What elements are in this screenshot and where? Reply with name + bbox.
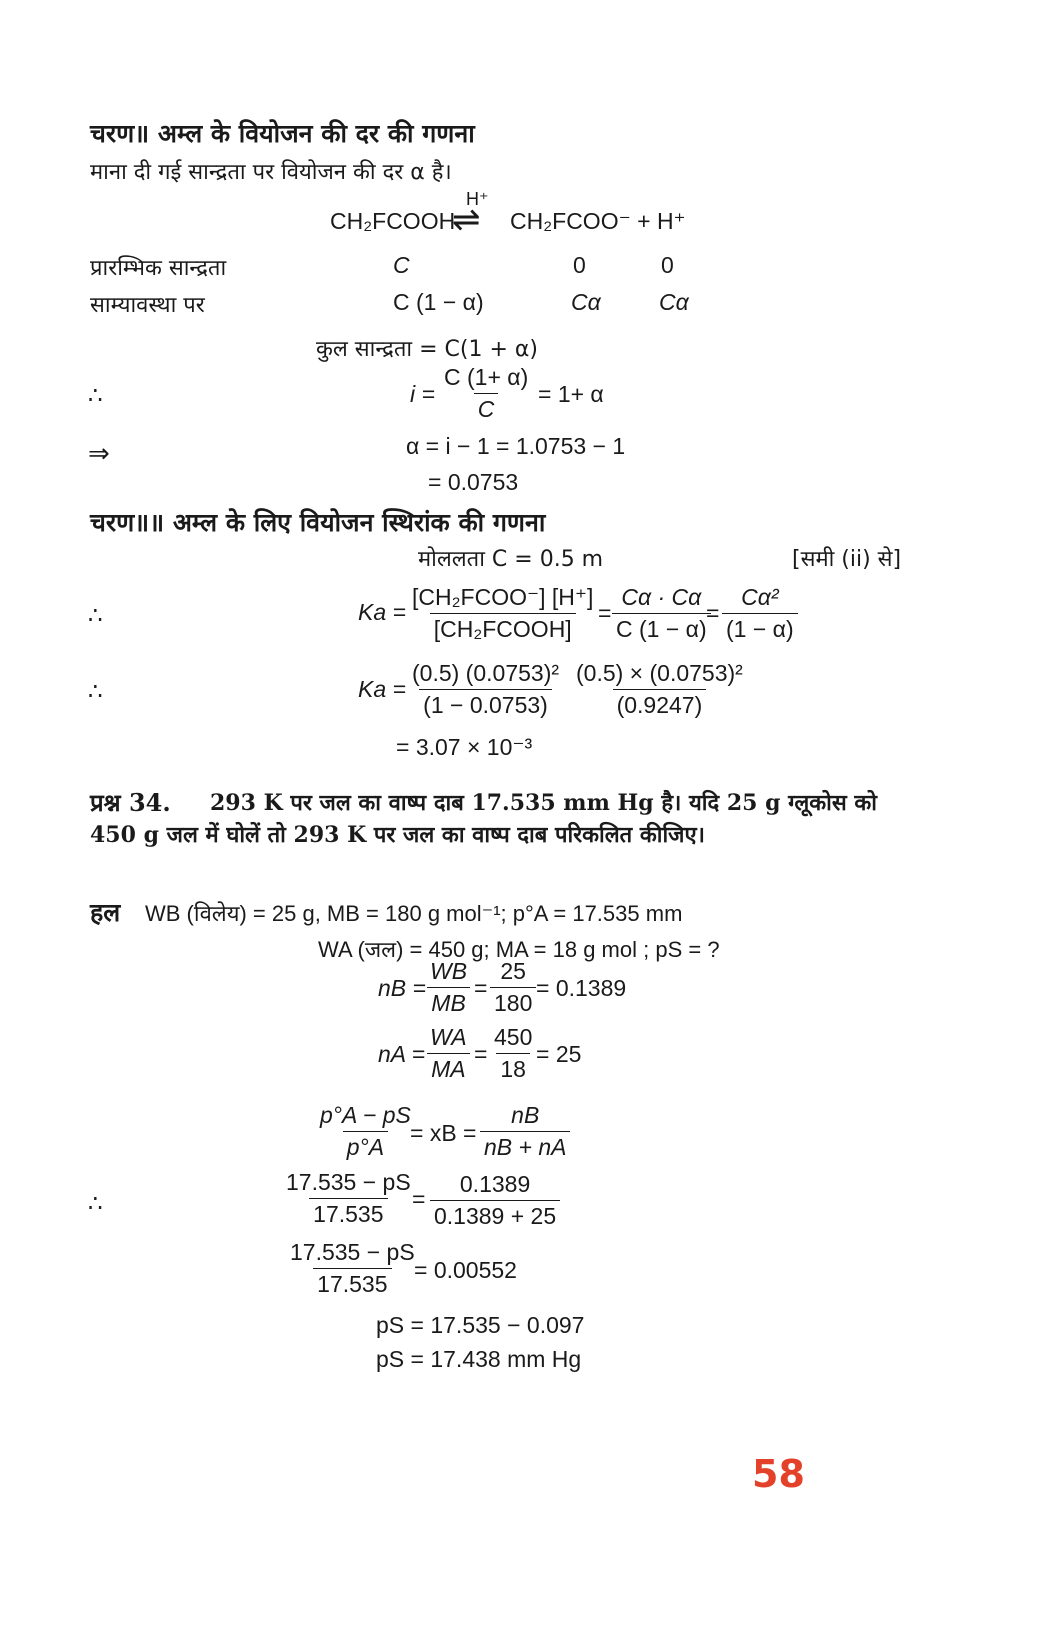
therefore-symbol-3: ∴ xyxy=(88,678,103,704)
equation-reference: [समी (ii) से] xyxy=(792,547,902,572)
sub-denominator-1: 17.535 xyxy=(309,1198,387,1228)
step2-intro: माना दी गई सान्द्रता पर वियोजन की दर α है। xyxy=(90,160,452,185)
ka2-fraction-1 xyxy=(408,660,563,719)
row-initial-c3: 0 xyxy=(661,252,674,278)
ka2-lhs: Ka = xyxy=(358,676,406,702)
question-line1: 293 K पर जल का वाष्प दाब 17.535 mm Hg है। यदि 25 g ग्लूकोस को xyxy=(210,790,877,816)
implies-symbol: ⇒ xyxy=(88,438,110,468)
row-equil-c3: Cα xyxy=(659,289,689,315)
nb-numerator-1: WB xyxy=(430,958,468,984)
na-lhs: nA = xyxy=(378,1041,426,1067)
sub-numerator-2: 0.1389 xyxy=(459,1171,531,1197)
ka-fraction-2 xyxy=(612,584,711,643)
nb-equals: = xyxy=(474,975,488,1001)
page-number: 58 xyxy=(752,1452,805,1496)
ka-denominator-2: C (1 − α) xyxy=(612,613,711,643)
nb-denominator-2: 180 xyxy=(490,987,536,1017)
ka2-denominator-2: (0.9247) xyxy=(613,689,707,719)
row-initial-label: प्रारम्भिक सान्द्रता xyxy=(90,256,227,281)
vant-hoff-rhs: = 1+ α xyxy=(538,381,604,407)
na-numerator-2: 450 xyxy=(494,1024,533,1050)
molality-line: मोललता C = 0.5 m xyxy=(418,547,604,572)
ka-lhs: Ka = xyxy=(358,599,406,625)
raoult-denominator-2: nB + nA xyxy=(480,1131,570,1161)
raoult-fraction-2 xyxy=(480,1102,570,1161)
nb-result: = 0.1389 xyxy=(536,975,627,1001)
raoult-numerator: p°A − pS xyxy=(320,1102,411,1128)
ka-result: = 3.07 × 10⁻³ xyxy=(396,734,533,760)
vant-hoff-fraction xyxy=(440,364,532,423)
ka-equals-1: = xyxy=(598,600,612,626)
row-initial-c2: 0 xyxy=(573,252,586,278)
question-line2: 450 g जल में घोलें तो 293 K पर जल का वाष्प दाब परिकलित कीजिए। xyxy=(90,822,705,848)
simp-fraction xyxy=(286,1239,419,1298)
ka-denominator-3: (1 − α) xyxy=(722,613,798,643)
ka-numerator-1: [CH₂FCOO⁻] [H⁺] xyxy=(412,584,594,610)
nb-denominator-1: MB xyxy=(427,987,470,1017)
equilibrium-arrow: ⇌ xyxy=(452,201,481,239)
question-label: प्रश्न 34. xyxy=(90,788,171,817)
ps-line2: pS = 17.438 mm Hg xyxy=(376,1346,582,1372)
therefore-symbol-2: ∴ xyxy=(88,602,103,628)
sub-denominator-2: 0.1389 + 25 xyxy=(430,1200,560,1230)
simp-denominator: 17.535 xyxy=(313,1268,391,1298)
sub-fraction-2 xyxy=(430,1171,560,1230)
total-concentration: कुल सान्द्रता = C(1 + α) xyxy=(316,337,538,362)
na-equals: = xyxy=(474,1041,488,1067)
given-line2: WA (जल) = 450 g; MA = 18 g mol ; pS = ? xyxy=(318,937,720,962)
solution-label: हल xyxy=(90,898,121,927)
ka-denominator-1: [CH₂FCOOH] xyxy=(430,613,576,643)
vant-hoff-denominator: C xyxy=(474,393,499,423)
nb-numerator-2: 25 xyxy=(500,958,526,984)
vant-hoff-numerator: C (1+ α) xyxy=(444,364,529,390)
row-initial-c1: C xyxy=(393,252,410,278)
step2-heading: चरण॥ अम्ल के वियोजन की दर की गणना xyxy=(90,119,475,148)
nb-lhs: nB = xyxy=(378,975,426,1001)
simp-result: = 0.00552 xyxy=(414,1257,517,1283)
reaction-left: CH₂FCOOH xyxy=(330,208,456,234)
raoult-denominator: p°A xyxy=(343,1131,388,1161)
ps-line1: pS = 17.535 − 0.097 xyxy=(376,1312,585,1338)
step3-heading: चरण॥॥ अम्ल के लिए वियोजन स्थिरांक की गणना xyxy=(90,508,546,537)
raoult-numerator-2: nB xyxy=(511,1102,540,1128)
alpha-line2: = 0.0753 xyxy=(428,469,519,495)
sub-fraction-1 xyxy=(282,1169,415,1228)
therefore-symbol-4: ∴ xyxy=(88,1190,103,1216)
nb-fraction-1 xyxy=(426,958,471,1017)
sub-equals: = xyxy=(412,1186,426,1212)
ka2-numerator-1: (0.5) (0.0753)² xyxy=(412,660,560,686)
na-fraction-1 xyxy=(426,1024,471,1083)
therefore-symbol: ∴ xyxy=(88,382,103,408)
ka-fraction-1 xyxy=(408,584,597,643)
ka2-fraction-2 xyxy=(572,660,747,719)
given-line1: WB (विलेय) = 25 g, MB = 180 g mol⁻¹; p°A = 17.535 mm xyxy=(145,901,683,926)
na-result: = 25 xyxy=(536,1041,582,1067)
vant-hoff-lhs: i = xyxy=(410,381,435,407)
na-fraction-2 xyxy=(490,1024,536,1083)
sub-numerator-1: 17.535 − pS xyxy=(286,1169,411,1195)
ka-numerator-2: Cα · Cα xyxy=(621,584,702,610)
raoult-middle: = xB = xyxy=(410,1120,477,1146)
na-numerator-1: WA xyxy=(430,1024,467,1050)
ka-fraction-3 xyxy=(722,584,798,643)
simp-numerator: 17.535 − pS xyxy=(290,1239,415,1265)
row-equil-c2: Cα xyxy=(571,289,601,315)
ka-numerator-3: Cα² xyxy=(741,584,779,610)
reaction-right: CH₂FCOO⁻ + H⁺ xyxy=(510,208,686,234)
row-equil-c1: C (1 − α) xyxy=(393,289,484,315)
nb-fraction-2 xyxy=(490,958,536,1017)
na-denominator-2: 18 xyxy=(496,1053,530,1083)
ka-equals-2: = xyxy=(706,600,720,626)
ka2-denominator-1: (1 − 0.0753) xyxy=(419,689,552,719)
raoult-fraction-1 xyxy=(316,1102,415,1161)
row-equil-label: साम्यावस्था पर xyxy=(90,293,205,318)
catalyst-label: H⁺ xyxy=(466,189,489,209)
alpha-line1: α = i − 1 = 1.0753 − 1 xyxy=(406,433,626,459)
na-denominator-1: MA xyxy=(427,1053,470,1083)
ka2-numerator-2: (0.5) × (0.0753)² xyxy=(576,660,743,686)
